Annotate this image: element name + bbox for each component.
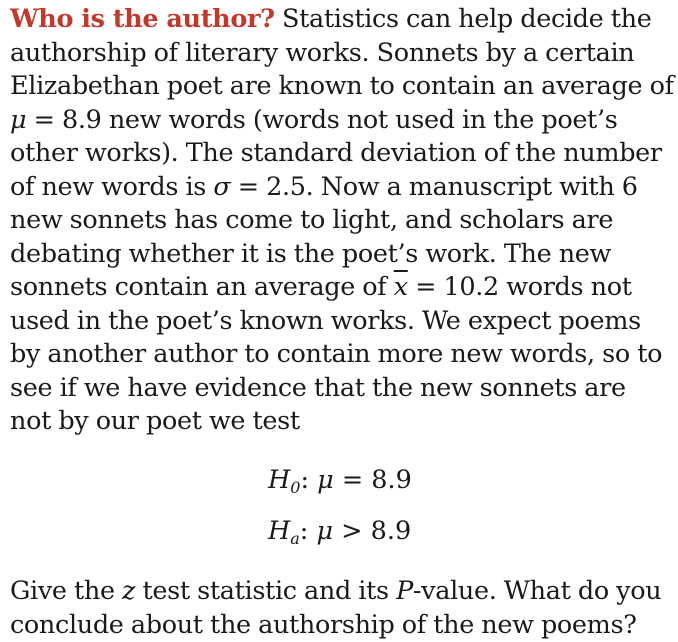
problem-text-3: = 2.5. Now a manuscript with 6 new sonnets has come to light, and scholars are debating whether it is the poet’s work. The new sonnets contain an average of	[10, 171, 638, 302]
problem-statement	[10, 3, 674, 439]
problem-title: Who is the author?	[10, 4, 275, 34]
ha-subscript: a	[290, 529, 300, 548]
xbar-symbol: $\overline{x}$	[393, 272, 408, 302]
question-part-2: test statistic and its	[135, 576, 397, 606]
sigma-symbol: σ	[213, 171, 231, 202]
problem-text-2: = 8.9 new words (words not used in the poet’s other works). The standard deviation of the number of new words is	[10, 104, 662, 202]
p-symbol: P	[396, 576, 413, 606]
ha-colon: :	[299, 516, 317, 546]
problem-text-1: Statistics can help decide the authorship of literary works. Sonnets by a certain Elizabethan poet are known to contain an average of	[10, 4, 674, 101]
ha-mu: μ	[316, 516, 334, 546]
h0-mu: μ	[317, 465, 334, 495]
mu-symbol: μ	[10, 104, 27, 135]
h0-colon: :	[300, 465, 318, 495]
null-hypothesis	[268, 464, 412, 504]
question-part-3: -value. What do you conclude about the authorship of the new poems?	[10, 576, 662, 640]
question-part-1: Give the	[10, 576, 123, 606]
ha-rest: > 8.9	[333, 516, 412, 546]
h0-letter: H	[268, 465, 291, 495]
ha-letter: H	[268, 516, 291, 546]
h0-subscript: 0	[290, 478, 301, 497]
question-text	[10, 575, 674, 642]
problem-text-4: = 10.2 words not used in the poet’s known works. We expect poems by another author to contain more new words, so to see if we have evidence that the new sonnets are not by our poet we test	[10, 272, 663, 436]
h0-rest: = 8.9	[333, 465, 412, 495]
z-symbol: z	[122, 576, 136, 606]
alternative-hypothesis	[268, 515, 411, 555]
